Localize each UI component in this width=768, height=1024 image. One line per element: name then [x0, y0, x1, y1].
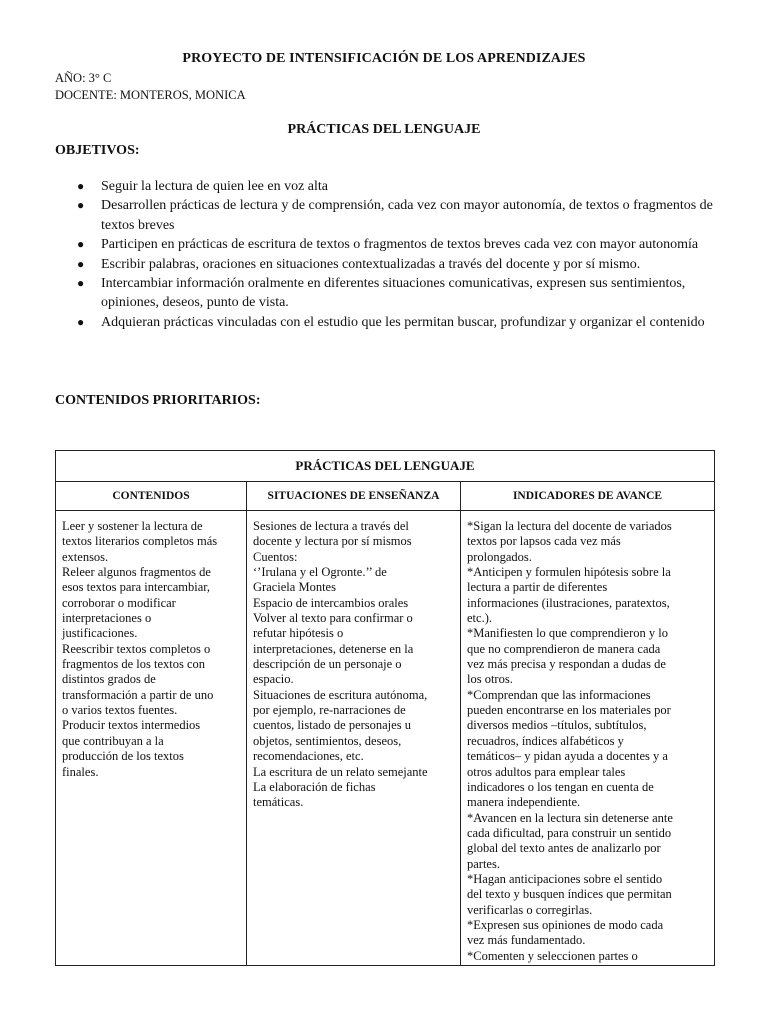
objectives-heading: OBJETIVOS: — [55, 143, 140, 158]
objective-item: ● Escribir palabras, oraciones en situaciones contextualizadas a través del docente y por sí mismo. — [55, 255, 715, 274]
teacher-line: DOCENTE: MONTEROS, MONICA — [55, 88, 246, 102]
year-line: AÑO: 3° C — [55, 71, 112, 85]
objective-item: ● Adquieran prácticas vinculadas con el estudio que les permitan buscar, profundizar y organizar el contenido — [55, 313, 715, 332]
objective-item: ● Desarrollen prácticas de lectura y de comprensión, cada vez con mayor autonomía, de textos o fragmentos de textos breves — [55, 196, 715, 235]
contents-table — [55, 450, 715, 966]
column-header-contenidos: CONTENIDOS — [56, 482, 247, 511]
document-title: PROYECTO DE INTENSIFICACIÓN DE LOS APRENDIZAJES — [182, 51, 586, 66]
column-header-situaciones: SITUACIONES DE ENSEÑANZA — [247, 482, 461, 511]
table-title: PRÁCTICAS DEL LENGUAJE — [56, 451, 715, 482]
contents-heading: CONTENIDOS PRIORITARIOS: — [55, 393, 261, 408]
column-header-indicadores: INDICADORES DE AVANCE — [461, 482, 715, 511]
section-title: PRÁCTICAS DEL LENGUAJE — [287, 122, 481, 137]
objectives-list — [55, 177, 715, 332]
objective-item: ● Participen en prácticas de escritura de textos o fragmentos de textos breves cada vez con mayor autonomía — [55, 235, 715, 254]
cell-indicadores: *Sigan la lectura del docente de variados textos por lapsos cada vez más prolongados. *Anticipen y formulen hipótesis sobre la lectura a partir de diferentes informaciones (ilustraciones, paratextos, etc.). *Manifiesten lo que comprendieron y lo que no comprendieron de manera cada vez más precisa y respondan a dudas de los otros. *Comprendan que las informaciones pueden encontrarse en los materiales por diversos medios –títulos, subtítulos, recuadros, índices alfabéticos y temáticos– y pidan ayuda a docentes y a otros adultos para emplear tales indicadores o los tengan en cuenta de manera independiente. *Avancen en la lectura sin detenerse ante cada dificultad, para construir un sentido global del texto antes de analizarlo por partes. *Hagan anticipaciones sobre el sentido del texto y busquen índices que permitan verificarlas o corregirlas. *Expresen sus opiniones de modo cada vez más fundamentado. *Comenten y seleccionen partes o — [461, 511, 715, 966]
objective-item: ● Seguir la lectura de quien lee en voz alta — [55, 177, 715, 196]
cell-situaciones: Sesiones de lectura a través del docente y lectura por sí mismos Cuentos: ‘’Irulana y el Ogronte.’’ de Graciela Montes Espacio de intercambios orales Volver al texto para confirmar o refutar hipótesis o interpretaciones, detenerse en la descripción de un personaje o espacio. Situaciones de escritura autónoma, por ejemplo, re-narraciones de cuentos, listado de personajes u objetos, sentimientos, deseos, recomendaciones, etc. La escritura de un relato semejante La elaboración de fichas temáticas. — [247, 511, 461, 966]
cell-contenidos: Leer y sostener la lectura de textos literarios completos más extensos. Releer algunos fragmentos de esos textos para intercambiar, corroborar o modificar interpretaciones o justificaciones. Reescribir textos completos o fragmentos de los textos con distintos grados de transformación a partir de uno o varios textos fuentes. Producir textos intermedios que contribuyan a la producción de los textos finales. — [56, 511, 247, 966]
objective-item: ● Intercambiar información oralmente en diferentes situaciones comunicativas, expresen sus sentimientos, opiniones, deseos, punto de vista. — [55, 274, 715, 313]
